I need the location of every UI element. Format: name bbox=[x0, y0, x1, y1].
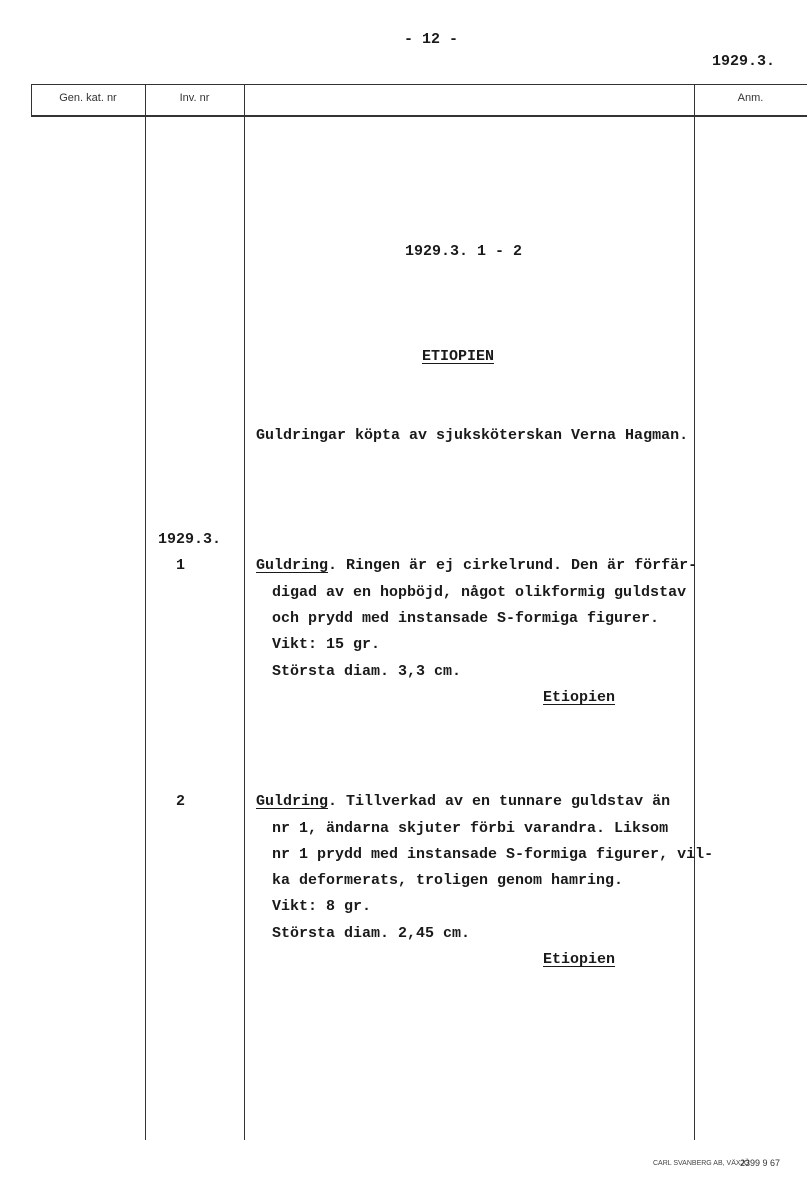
item-description-line: och prydd med instansade S-formiga figurer. bbox=[272, 610, 660, 627]
entry-range: 1929.3. 1 - 2 bbox=[405, 243, 523, 260]
item-weight: Vikt: 8 gr. bbox=[272, 898, 372, 915]
item-description-line: ka deformerats, troligen genom hamring. bbox=[272, 872, 624, 889]
footer-form-number: 2399 9 67 bbox=[740, 1158, 781, 1168]
table-header-border bbox=[31, 115, 807, 117]
column-divider-2 bbox=[244, 84, 245, 1140]
item-description-line: nr 1 prydd med instansade S-formiga figurer, vil- bbox=[272, 846, 714, 863]
column-header-gen-kat-nr: Gen. kat. nr bbox=[59, 92, 117, 104]
page-reference: 1929.3. bbox=[712, 53, 776, 70]
item-description-line bbox=[256, 793, 670, 810]
item-diameter: Största diam. 2,45 cm. bbox=[272, 925, 471, 942]
item-diameter: Största diam. 3,3 cm. bbox=[272, 663, 462, 680]
item-text: . Ringen är ej cirkelrund. Den är förfär- bbox=[328, 557, 698, 574]
column-header-anm: Anm. bbox=[737, 92, 764, 104]
entry-intro: Guldringar köpta av sjuksköterskan Verna Hagman. bbox=[256, 427, 689, 444]
item-origin: Etiopien bbox=[543, 951, 616, 968]
column-divider-3 bbox=[694, 84, 695, 1140]
entry-region: ETIOPIEN bbox=[422, 348, 495, 365]
item-inv-number: 2 bbox=[176, 793, 186, 810]
item-title: Guldring bbox=[256, 557, 329, 574]
page-number: - 12 - bbox=[404, 31, 459, 48]
item-description-line: nr 1, ändarna skjuter förbi varandra. Liksom bbox=[272, 820, 669, 837]
footer-printer: CARL SVANBERG AB, VÄXJÖ bbox=[653, 1160, 750, 1167]
table-top-border bbox=[31, 84, 807, 85]
item-text: . Tillverkad av en tunnare guldstav än bbox=[328, 793, 671, 810]
item-description-line: digad av en hopböjd, något olikformig guldstav bbox=[272, 584, 687, 601]
item-inv-number: 1 bbox=[176, 557, 186, 574]
item-title: Guldring bbox=[256, 793, 329, 810]
inv-prefix: 1929.3. bbox=[158, 531, 222, 548]
column-divider-1 bbox=[145, 84, 146, 1140]
item-weight: Vikt: 15 gr. bbox=[272, 636, 381, 653]
item-origin: Etiopien bbox=[543, 689, 616, 706]
item-description-line bbox=[256, 557, 697, 574]
column-header-inv-nr: Inv. nr bbox=[179, 92, 210, 104]
